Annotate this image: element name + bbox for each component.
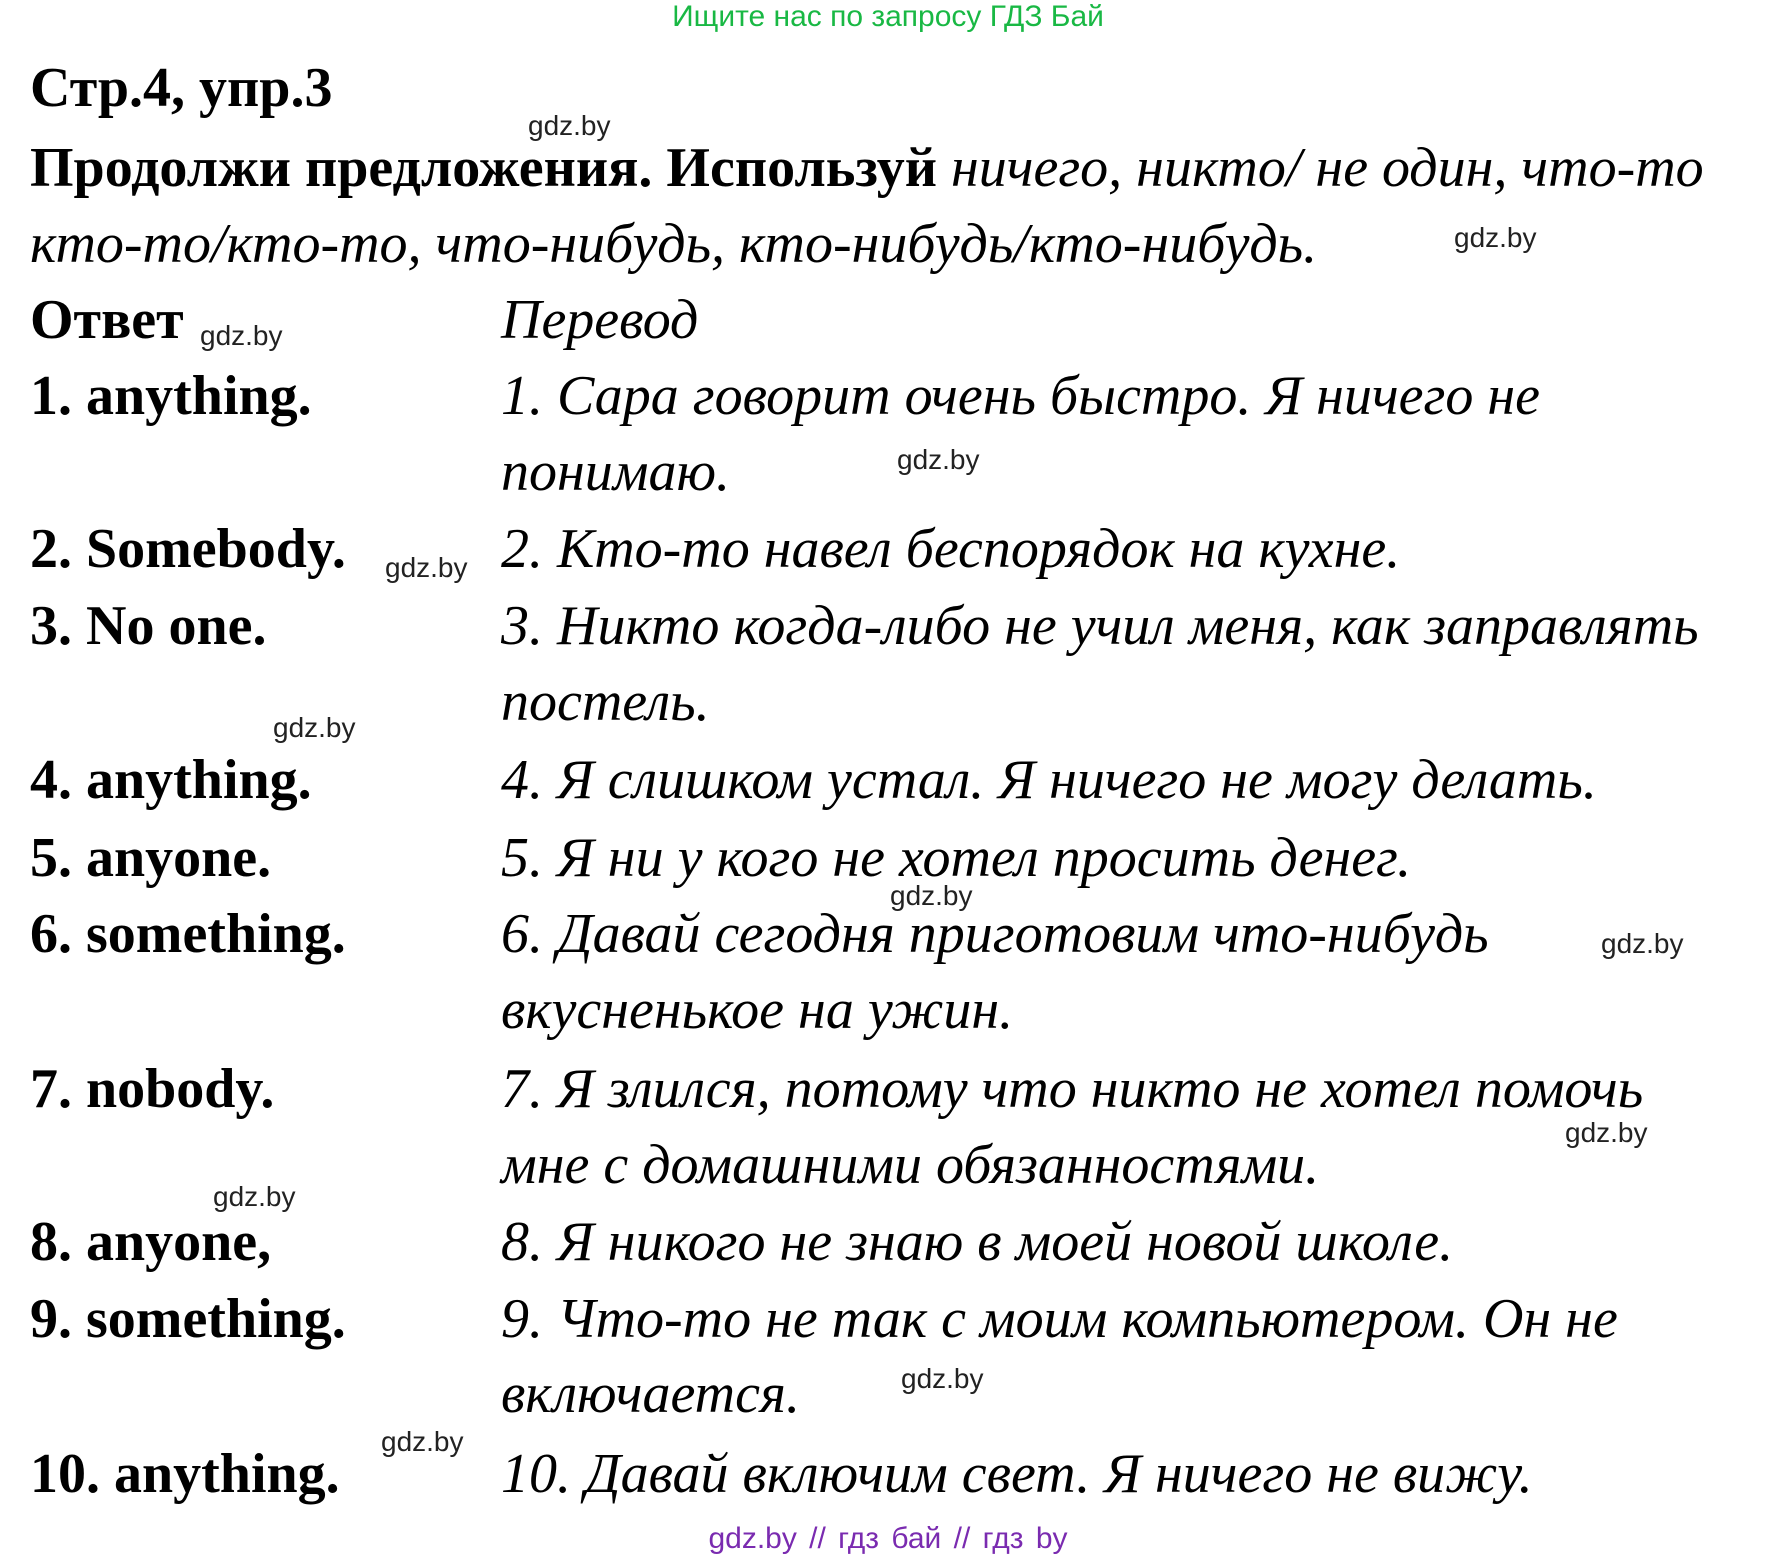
top-banner: Ищите нас по запросу ГДЗ Бай [672,0,1104,33]
translation-item-continued: понимаю. [501,441,731,503]
watermark: gdz.by [901,1363,984,1394]
instruction-line-2: кто-то/кто-то, что-нибудь, кто-нибудь/кто-нибудь. [30,213,1318,275]
answer-item: 1. anything. [30,365,312,427]
translation-item: 9. Что-то не так с моим компьютером. Он не [501,1288,1618,1350]
translation-item: 6. Давай сегодня приготовим что-нибудь [501,903,1489,965]
answer-item: 9. something. [30,1288,346,1350]
translation-item-continued: вкусненькое на ужин. [501,979,1014,1041]
footer-links: gdz.by // гдз бай // гдз by [708,1522,1068,1555]
answer-item: 5. anyone. [30,827,272,889]
translation-item: 5. Я ни у кого не хотел просить денег. [501,827,1412,889]
watermark: gdz.by [528,110,611,141]
translation-item-continued: включается. [501,1363,800,1425]
watermark: gdz.by [890,880,973,911]
watermark: gdz.by [385,552,468,583]
translation-item: 1. Сара говорит очень быстро. Я ничего не [501,365,1541,427]
answer-item: 10. anything. [30,1443,340,1505]
translation-item: 7. Я злился, потому что никто не хотел помочь [501,1058,1644,1120]
instruction-italic: ничего, никто/ не один, что-то [950,137,1704,199]
translation-item-continued: мне с домашними обязанностями. [501,1134,1320,1196]
answer-item: 4. anything. [30,749,312,811]
instruction-bold: Продолжи предложения. Используй [30,137,937,199]
answer-item: 6. something. [30,903,346,965]
answer-item: 3. No one. [30,595,267,657]
answer-item: 7. nobody. [30,1058,275,1120]
page-title: Стр.4, упр.3 [30,57,333,119]
instruction-line-1 [30,136,1704,200]
watermark: gdz.by [1454,222,1537,253]
answer-item: 8. anyone, [30,1211,272,1273]
answer-item: 2. Somebody. [30,518,346,580]
translation-item: 8. Я никого не знаю в моей новой школе. [501,1211,1454,1273]
translation-label: Перевод [501,289,699,351]
translation-item: 4. Я слишком устал. Я ничего не могу делать. [501,749,1597,811]
answer-label: Ответ [30,289,184,351]
watermark: gdz.by [1601,928,1684,959]
watermark: gdz.by [1565,1117,1648,1148]
translation-item: 3. Никто когда-либо не учил меня, как заправлять [501,595,1699,657]
watermark: gdz.by [213,1181,296,1212]
translation-item: 10. Давай включим свет. Я ничего не вижу. [501,1443,1533,1505]
watermark: gdz.by [200,320,283,351]
watermark: gdz.by [381,1426,464,1457]
translation-item-continued: постель. [501,671,710,733]
watermark: gdz.by [273,712,356,743]
watermark: gdz.by [897,444,980,475]
translation-item: 2. Кто-то навел беспорядок на кухне. [501,518,1401,580]
